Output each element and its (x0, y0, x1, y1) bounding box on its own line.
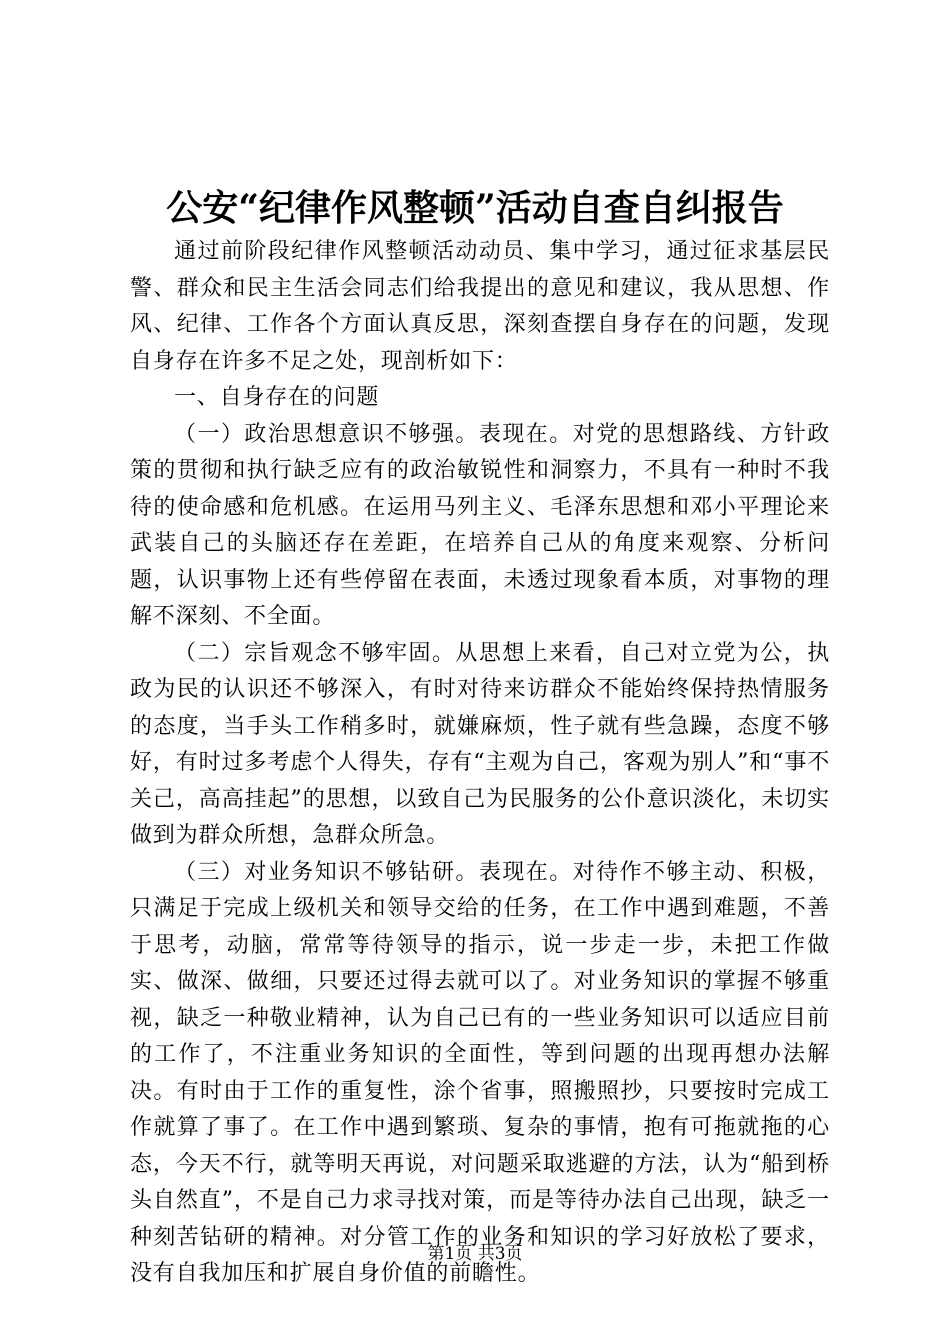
document-title: 公安“纪律作风整顿”活动自查自纠报告 (166, 187, 784, 229)
document-body (130, 234, 830, 1293)
paragraph-political-awareness: （一）政治思想意识不够强。表现在。对党的思想路线、方针政策的贯彻和执行缺乏应有的政治敏锐性和洞察力，不具有一种时不我待的使命感和危机感。在运用马列主义、毛泽东思想和邓小平理论来武装自己的头脑还存在差距，在培养自己从的角度来观察、分析问题，认识事物上还有些停留在表面，未透过现象看本质，对事物的理解不深刻、不全面。 (130, 421, 830, 629)
paragraph-business-knowledge: （三）对业务知识不够钻研。表现在。对待作不够主动、积极，只满足于完成上级机关和领导交给的任务，在工作中遇到难题，不善于思考，动脑，常常等待领导的指示，说一步走一步，未把工作做实、做深、做细，只要还过得去就可以了。对业务知识的掌握不够重视，缺乏一种敬业精神，认为自己已有的一些业务知识可以适应目前的工作了，不注重业务知识的全面性，等到问题的出现再想办法解决。有时由于工作的重复性，涂个省事，照搬照抄，只要按时完成工作就算了事了。在工作中遇到繁琐、复杂的事情，抱有可拖就拖的心态，今天不行，就等明天再说，对问题采取逃避的方法，认为“船到桥头自然直”，不是自己力求寻找对策，而是等待办法自己出现，缺乏一种刻苦钻研的精神。对分管工作的业务和知识的学习好放松了要求，没有自我加压和扩展自身价值的前瞻性。 (130, 859, 830, 1286)
section-heading: 一、自身存在的问题 (174, 385, 380, 410)
paragraph-service-concept: （二）宗旨观念不够牢固。从思想上来看，自己对立党为公，执政为民的认识还不够深入，有时对待来访群众不能始终保持热情服务的态度，当手头工作稍多时，就嫌麻烦，性子就有些急躁，态度不够好，有时过多考虑个人得失，存有“主观为自己，客观为别人”和“事不关己，高高挂起”的思想，以致自己为民服务的公仆意识淡化，未切实做到为群众所想，急群众所急。 (130, 640, 830, 848)
page-number-footer: 第1页 共3页 (427, 1244, 523, 1264)
intro-paragraph: 通过前阶段纪律作风整顿活动动员、集中学习，通过征求基层民警、群众和民主生活会同志们给我提出的意见和建议，我从思想、作风、纪律、工作各个方面认真反思，深刻查摆自身存在的问题，发现自身存在许多不足之处，现剖析如下： (130, 239, 830, 374)
